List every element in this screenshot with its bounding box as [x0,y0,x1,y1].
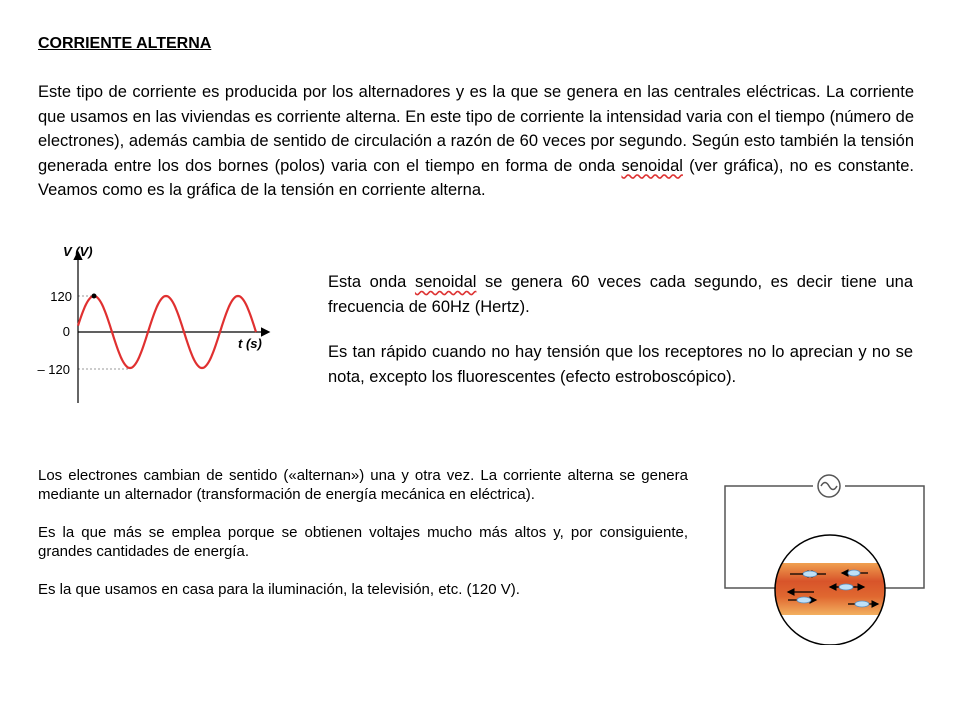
bottom-paragraph-2: Es la que más se emplea porque se obtienen voltajes mucho más altos y, por consiguiente, grandes cantidades de energía. [38,524,688,560]
intro-text-2: (ver gráfica), no es constante. Veamos como es la gráfica de la tensión en corriente alterna. [38,156,915,199]
bottom-paragraph-1: Los electrones cambian de sentido («alternan») una y otra vez. La corriente alterna se genera mediante un alternador (transformación de energía mecánica en eléctrica). [38,467,688,503]
side-text-1: Esta onda [328,273,415,291]
magnified-wire [768,530,898,645]
side-paragraph-2: Es tan rápido cuando no hay tensión que los receptores no lo aprecian y no se nota, excepto los fluorescentes (efecto estroboscópico). [328,343,913,386]
peak-marker [92,294,97,299]
voltage-graph [30,238,280,408]
tick-label-negative: – 120 [37,362,70,377]
intro-wavy-word: senoidal [621,156,683,175]
page-title: CORRIENTE ALTERNA [38,35,212,52]
tick-label-zero: 0 [62,324,70,339]
side-text-block [328,270,913,410]
side-wavy-word: senoidal [414,273,477,291]
intro-paragraph [38,80,914,203]
x-axis-label: t (s) [238,336,262,351]
ac-circuit-illustration [718,470,933,645]
bottom-paragraph-3: Es la que usamos en casa para la iluminación, la televisión, etc. (120 V). [38,581,520,598]
tick-label-positive: 120 [50,289,72,304]
y-axis-label: V (V) [63,244,93,259]
bottom-text-block [38,467,688,620]
intro-text-1: Este tipo de corriente es producida por los alternadores y es la que se genera en las centrales eléctricas. La corriente que usamos en las viviendas es corriente alterna. En este tipo de corriente la intensidad varia con el tiempo (número de electrones), además cambia de sentido de circulación a razón de 60 veces por segundo. Según esto también la tensión generada entre los dos bornes (polos) varia con el tiempo en forma de onda [38,83,914,175]
side-text-2: se genera 60 veces cada segundo, es decir tiene una frecuencia de 60Hz (Hertz). [328,273,913,316]
side-paragraph-1 [328,270,913,319]
